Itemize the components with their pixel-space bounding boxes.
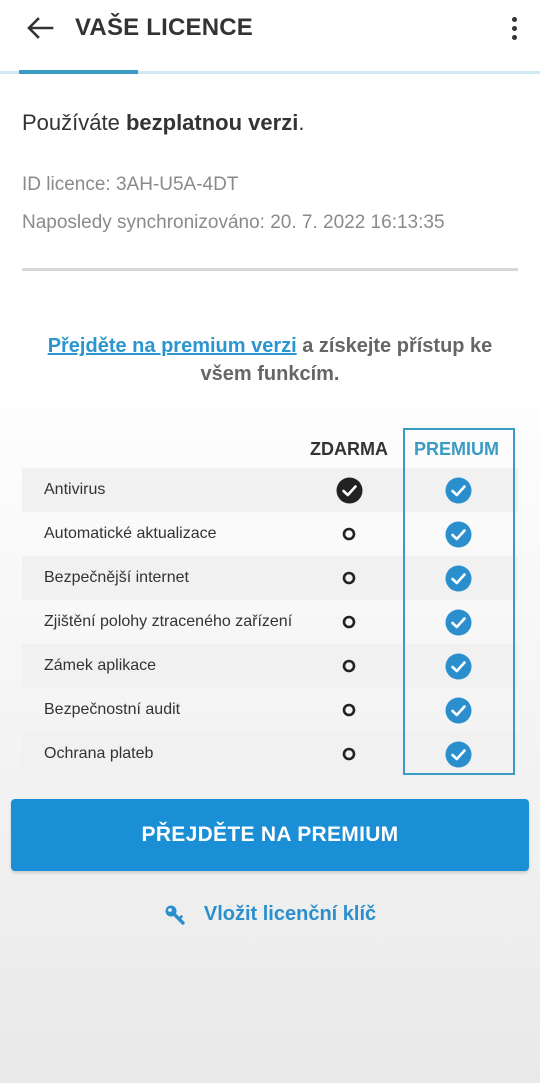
- check-circle-icon: [444, 476, 472, 504]
- table-row: [22, 644, 518, 688]
- check-circle-icon: [444, 652, 472, 680]
- go-premium-label: PŘEJDĚTE NA PREMIUM: [141, 823, 399, 846]
- check-circle-icon: [444, 608, 472, 636]
- premium-link[interactable]: Přejděte na premium verzi: [47, 335, 297, 357]
- status-prefix: Používáte: [22, 110, 126, 135]
- empty-circle-icon: [335, 740, 363, 768]
- app-bar: [0, 0, 540, 74]
- empty-circle-icon: [335, 696, 363, 724]
- divider: [22, 268, 518, 271]
- status-suffix: .: [298, 110, 305, 135]
- feature-label: Zámek aplikace: [44, 657, 157, 674]
- license-status: [22, 110, 304, 136]
- table-row: [22, 556, 518, 600]
- more-vertical-icon-dot: [512, 35, 517, 40]
- enter-license-key-link[interactable]: [0, 903, 540, 926]
- arrow-left-icon: [26, 17, 54, 39]
- page-title: VAŠE LICENCE: [75, 14, 253, 41]
- feature-label: Automatické aktualizace: [44, 525, 217, 542]
- more-vertical-icon-dot: [512, 26, 517, 31]
- empty-circle-icon: [335, 520, 363, 548]
- table-row: [22, 688, 518, 732]
- go-premium-button[interactable]: [11, 799, 529, 871]
- check-circle-icon: [444, 520, 472, 548]
- table-row: [22, 468, 518, 512]
- promo-text: a získejte přístup ke všem funkcím.: [200, 335, 493, 385]
- last-sync: Naposledy synchronizováno: 20. 7. 2022 16:13:35: [22, 212, 445, 233]
- check-circle-icon: [335, 476, 363, 504]
- check-circle-icon: [444, 740, 472, 768]
- tab-indicator: [19, 70, 138, 74]
- feature-label: Ochrana plateb: [44, 745, 154, 762]
- table-row: [22, 732, 518, 776]
- more-menu-button[interactable]: [504, 12, 524, 44]
- empty-circle-icon: [335, 608, 363, 636]
- column-premium: PREMIUM: [414, 439, 499, 459]
- feature-label: Antivirus: [44, 481, 106, 498]
- more-vertical-icon: [512, 17, 517, 22]
- column-free: ZDARMA: [310, 439, 388, 459]
- empty-circle-icon: [335, 564, 363, 592]
- empty-circle-icon: [335, 652, 363, 680]
- premium-promo: [20, 332, 520, 388]
- feature-label: Bezpečnější internet: [44, 569, 189, 586]
- license-id: ID licence: 3AH-U5A-4DT: [22, 174, 239, 195]
- table-row: [22, 512, 518, 556]
- feature-label: Zjištění polohy ztraceného zařízení: [44, 613, 293, 630]
- enter-license-key-label: Vložit licenční klíč: [203, 903, 377, 925]
- feature-comparison-table: [22, 428, 518, 776]
- key-icon: [164, 904, 186, 926]
- check-circle-icon: [444, 564, 472, 592]
- table-row: [22, 600, 518, 644]
- feature-label: Bezpečnostní audit: [44, 701, 181, 718]
- back-button[interactable]: [20, 10, 60, 46]
- check-circle-icon: [444, 696, 472, 724]
- table-header: [22, 428, 518, 468]
- status-version: bezplatnou verzi: [125, 110, 299, 135]
